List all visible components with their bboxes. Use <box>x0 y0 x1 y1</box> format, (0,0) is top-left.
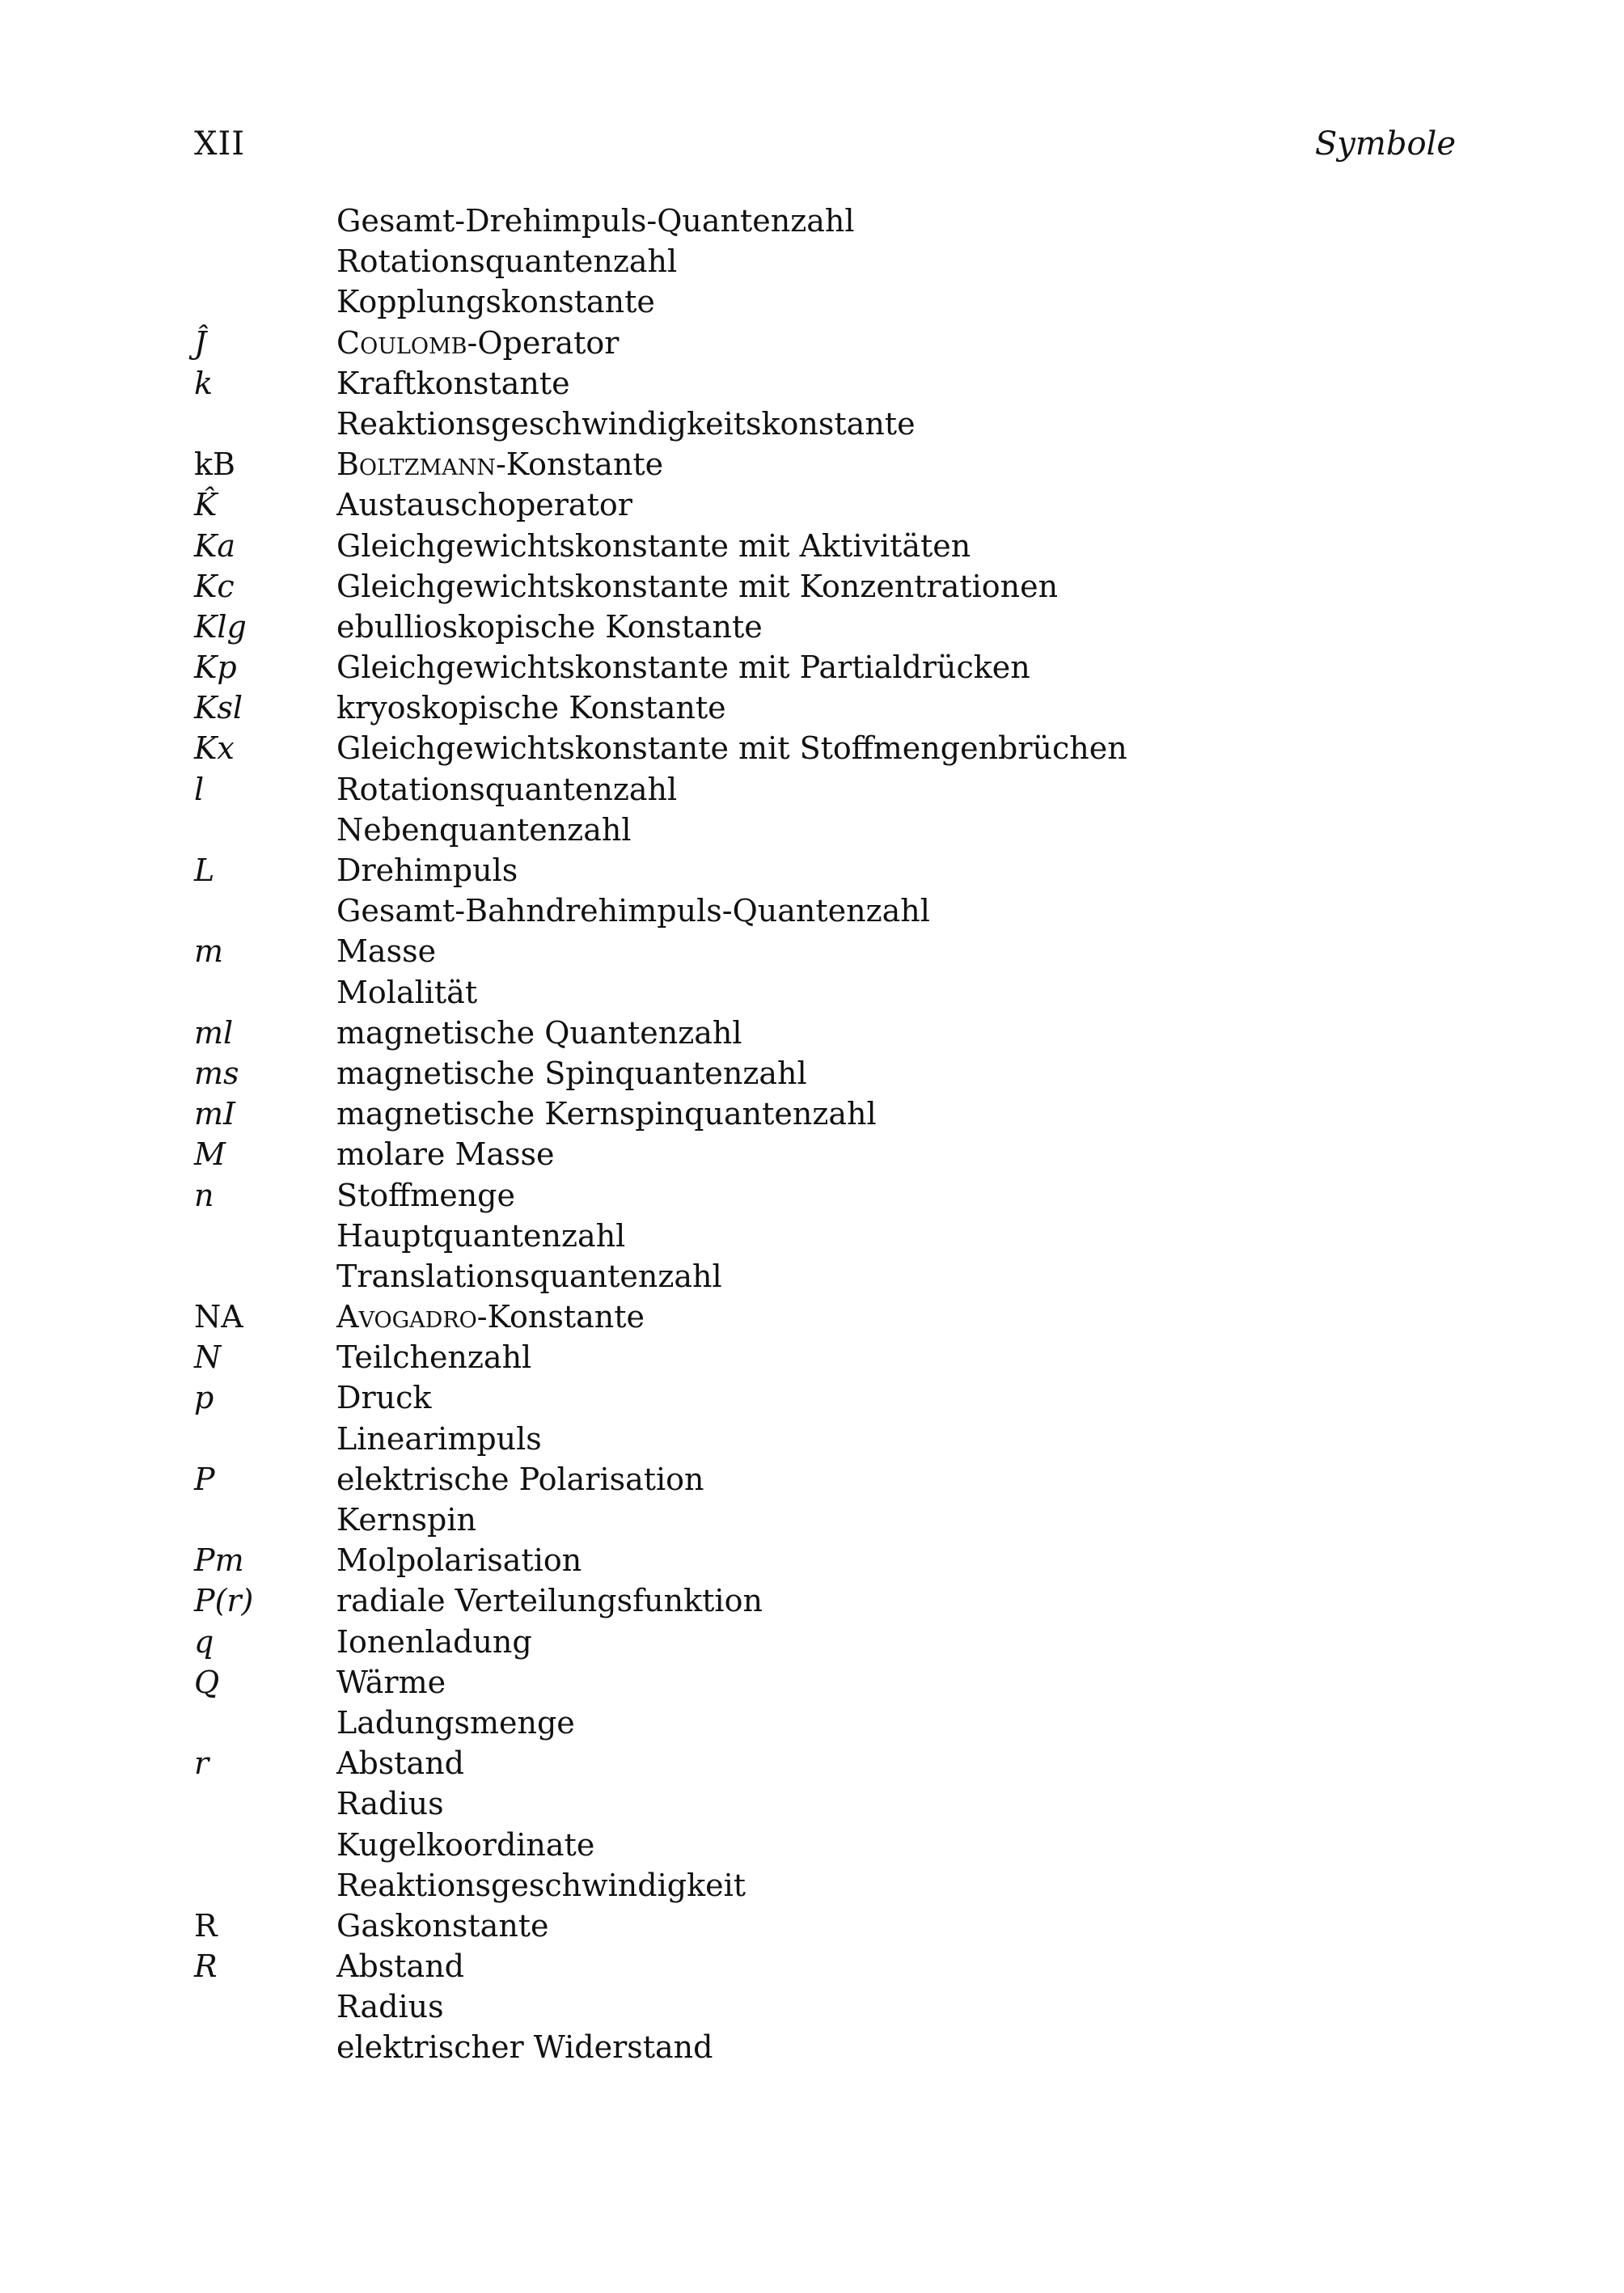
symbol-row <box>194 891 1456 931</box>
description-text: -Konstante <box>495 446 664 483</box>
symbol-description <box>336 1256 1456 1297</box>
symbol: q <box>194 1623 214 1660</box>
symbol: R <box>194 1907 218 1944</box>
symbol-description <box>336 1459 1456 1500</box>
symbol-row <box>194 1256 1456 1297</box>
description-text: Masse <box>336 933 437 970</box>
description-text: radiale Verteilungsfunktion <box>336 1583 763 1619</box>
symbol-description <box>336 1946 1456 1986</box>
symbol: Pm <box>194 1542 244 1579</box>
description-text: kryoskopische Konstante <box>336 690 726 726</box>
symbol-description <box>336 201 1456 241</box>
symbol-description <box>336 1419 1456 1459</box>
symbol-row <box>194 1703 1456 1743</box>
symbol-row <box>194 1216 1456 1256</box>
description-text: Nebenquantenzahl <box>336 811 632 848</box>
description-text: Radius <box>336 1786 444 1822</box>
symbol-row <box>194 444 1456 484</box>
symbol-row <box>194 1825 1456 1865</box>
symbol-row <box>194 363 1456 404</box>
description-text: -Operator <box>467 324 620 361</box>
description-text: Linearimpuls <box>336 1420 542 1457</box>
symbol-description <box>336 1013 1456 1053</box>
symbol: l <box>194 771 205 807</box>
symbol-description <box>336 607 1456 647</box>
description-text: Rotationsquantenzahl <box>336 243 678 280</box>
symbol-row <box>194 1134 1456 1174</box>
description-text: Reaktionsgeschwindigkeitskonstante <box>336 405 916 442</box>
symbol-description <box>336 1134 1456 1174</box>
symbol-description <box>336 526 1456 566</box>
symbol-description <box>336 687 1456 728</box>
symbol-row <box>194 1175 1456 1216</box>
description-text: Radius <box>336 1989 444 2025</box>
symbol: p <box>194 1380 214 1416</box>
symbol: Kx <box>194 730 235 767</box>
symbol: ms <box>194 1055 239 1091</box>
description-text: Druck <box>336 1380 432 1416</box>
symbol-description <box>336 484 1456 525</box>
description-text: Ladungsmenge <box>336 1704 575 1741</box>
symbol-description <box>336 931 1456 971</box>
symbol-description <box>336 972 1456 1013</box>
symbol-description <box>336 1580 1456 1621</box>
description-text: Gaskonstante <box>336 1907 549 1944</box>
description-text: Molalität <box>336 974 478 1010</box>
symbol-row <box>194 1419 1456 1459</box>
symbol-row <box>194 1094 1456 1134</box>
symbol-description <box>336 1175 1456 1216</box>
description-text: Translationsquantenzahl <box>336 1258 722 1294</box>
symbol-description <box>336 2027 1456 2067</box>
symbol-list <box>194 201 1456 2068</box>
symbol: n <box>194 1177 214 1213</box>
description-text: Molpolarisation <box>336 1542 582 1579</box>
symbol-description <box>336 566 1456 607</box>
eponym-name: Coulomb <box>336 324 467 361</box>
symbol-row <box>194 687 1456 728</box>
symbol-row <box>194 1500 1456 1540</box>
eponym-name: Avogadro <box>336 1299 477 1335</box>
symbol-row <box>194 1743 1456 1783</box>
symbol-description <box>336 1053 1456 1094</box>
description-text: ebullioskopische Konstante <box>336 608 763 645</box>
symbol-description <box>336 647 1456 687</box>
symbol-row <box>194 607 1456 647</box>
symbol: P <box>194 1461 215 1497</box>
symbol: Ĵ <box>194 324 207 361</box>
symbol-row <box>194 2027 1456 2067</box>
symbol-description <box>336 1865 1456 1906</box>
symbol-row <box>194 647 1456 687</box>
symbol-description <box>336 363 1456 404</box>
symbol-row <box>194 484 1456 525</box>
symbol-row <box>194 1783 1456 1824</box>
description-text: Kugelkoordinate <box>336 1826 595 1863</box>
symbol-row <box>194 1297 1456 1337</box>
page-number: XII <box>194 125 246 163</box>
description-text: Gleichgewichtskonstante mit Partialdrücken <box>336 649 1030 686</box>
symbol-description <box>336 1297 1456 1337</box>
description-text: molare Masse <box>336 1136 555 1173</box>
symbol-row <box>194 323 1456 363</box>
symbol-row <box>194 1540 1456 1580</box>
symbol-description <box>336 281 1456 322</box>
symbol: r <box>194 1745 209 1782</box>
symbol-description <box>336 1662 1456 1703</box>
description-text: magnetische Quantenzahl <box>336 1014 742 1051</box>
symbol: Ka <box>194 527 236 564</box>
symbol-row <box>194 241 1456 281</box>
description-text: Gleichgewichtskonstante mit Stoffmengenbrüchen <box>336 730 1127 767</box>
symbol-description <box>336 1825 1456 1865</box>
symbol-row <box>194 1946 1456 1986</box>
symbol-row <box>194 769 1456 810</box>
symbol-row <box>194 566 1456 607</box>
description-text: Teilchenzahl <box>336 1339 532 1376</box>
description-text: elektrische Polarisation <box>336 1461 704 1497</box>
symbol-description <box>336 1743 1456 1783</box>
symbol-row <box>194 1459 1456 1500</box>
symbol-row <box>194 1053 1456 1094</box>
page-header <box>194 123 1456 165</box>
description-text: -Konstante <box>476 1299 645 1335</box>
symbol: mI <box>194 1096 236 1132</box>
symbol-description <box>336 444 1456 484</box>
symbol-description <box>336 1783 1456 1824</box>
symbol-row <box>194 1580 1456 1621</box>
symbol: k <box>194 365 214 401</box>
eponym-name: Boltzmann <box>336 446 496 483</box>
description-text: Austauschoperator <box>336 487 632 523</box>
symbol: N <box>194 1339 222 1376</box>
symbol-row <box>194 1377 1456 1418</box>
symbol: Klg <box>194 608 247 645</box>
symbol: kB <box>194 446 235 483</box>
symbol-description <box>336 1986 1456 2027</box>
symbol-row <box>194 728 1456 768</box>
symbol-description <box>336 323 1456 363</box>
symbol-row <box>194 1622 1456 1662</box>
symbol: L <box>194 852 215 888</box>
symbol-description <box>336 241 1456 281</box>
symbol-description <box>336 1500 1456 1540</box>
description-text: Gesamt-Drehimpuls-Quantenzahl <box>336 203 855 239</box>
symbol: ml <box>194 1014 234 1051</box>
symbol: M <box>194 1136 226 1173</box>
symbol-description <box>336 1540 1456 1580</box>
description-text: Abstand <box>336 1745 464 1782</box>
symbol-row <box>194 404 1456 444</box>
description-text: Kopplungskonstante <box>336 284 655 320</box>
symbol-row <box>194 1906 1456 1946</box>
description-text: Gesamt-Bahndrehimpuls-Quantenzahl <box>336 893 930 929</box>
description-text: Kraftkonstante <box>336 365 570 401</box>
symbol-row <box>194 526 1456 566</box>
symbol-row <box>194 972 1456 1013</box>
symbol-row <box>194 810 1456 850</box>
symbol: Ksl <box>194 690 243 726</box>
symbol-description <box>336 810 1456 850</box>
description-text: Ionenladung <box>336 1623 532 1660</box>
description-text: elektrischer Widerstand <box>336 2029 713 2066</box>
description-text: Drehimpuls <box>336 852 518 888</box>
symbol-description <box>336 1337 1456 1377</box>
symbol-description <box>336 850 1456 891</box>
symbol: R <box>194 1948 218 1985</box>
description-text: Gleichgewichtskonstante mit Aktivitäten <box>336 527 971 564</box>
symbol-description <box>336 891 1456 931</box>
description-text: Stoffmenge <box>336 1177 515 1213</box>
symbol: K̂ <box>194 487 218 523</box>
running-head: Symbole <box>1314 125 1456 163</box>
description-text: Gleichgewichtskonstante mit Konzentrationen <box>336 568 1059 604</box>
description-text: magnetische Kernspinquantenzahl <box>336 1096 877 1132</box>
symbol-row <box>194 1865 1456 1906</box>
symbol: Q <box>194 1664 220 1700</box>
symbol-description <box>336 1703 1456 1743</box>
description-text: Wärme <box>336 1664 446 1700</box>
symbol: NA <box>194 1299 243 1335</box>
symbol: Kp <box>194 649 237 686</box>
symbol: m <box>194 933 224 970</box>
symbol-description <box>336 1094 1456 1134</box>
description-text: Kernspin <box>336 1502 476 1538</box>
symbol-description <box>336 1906 1456 1946</box>
symbol-row <box>194 1986 1456 2027</box>
symbol-description <box>336 1622 1456 1662</box>
description-text: magnetische Spinquantenzahl <box>336 1055 807 1091</box>
description-text: Reaktionsgeschwindigkeit <box>336 1867 746 1903</box>
description-text: Hauptquantenzahl <box>336 1217 626 1254</box>
symbol: Kc <box>194 568 235 604</box>
symbol: P(r) <box>194 1583 254 1619</box>
symbol-row <box>194 201 1456 241</box>
symbol-description <box>336 404 1456 444</box>
symbol-row <box>194 1337 1456 1377</box>
symbol-description <box>336 769 1456 810</box>
symbol-row <box>194 281 1456 322</box>
description-text: Abstand <box>336 1948 464 1985</box>
description-text: Rotationsquantenzahl <box>336 771 678 807</box>
symbol-row <box>194 850 1456 891</box>
symbol-description <box>336 728 1456 768</box>
symbol-row <box>194 931 1456 971</box>
symbol-description <box>336 1216 1456 1256</box>
symbol-row <box>194 1662 1456 1703</box>
symbol-row <box>194 1013 1456 1053</box>
symbol-description <box>336 1377 1456 1418</box>
